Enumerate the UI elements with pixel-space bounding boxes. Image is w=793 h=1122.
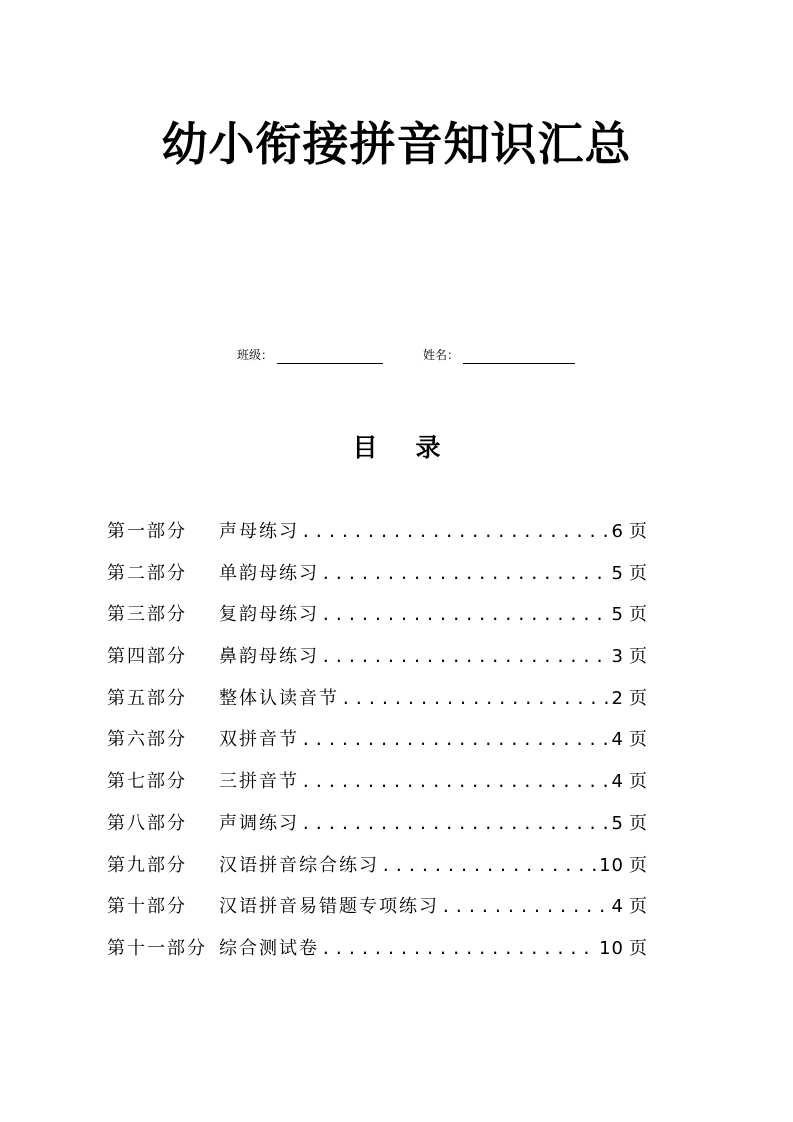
name-field[interactable] bbox=[423, 346, 575, 364]
toc-item[interactable] bbox=[107, 639, 647, 681]
toc-leader-dots bbox=[301, 514, 610, 550]
toc-item[interactable] bbox=[107, 514, 647, 556]
toc-part-label: 第五部分 bbox=[107, 687, 187, 709]
toc-page-unit: 页 bbox=[629, 937, 647, 959]
toc-title: 汉语拼音综合练习 bbox=[219, 854, 379, 876]
toc-leader-dots bbox=[301, 764, 610, 800]
toc-leader-dots bbox=[441, 889, 610, 925]
toc-item[interactable] bbox=[107, 806, 647, 848]
toc-title: 汉语拼音易错题专项练习 bbox=[219, 896, 439, 918]
class-field[interactable] bbox=[237, 346, 383, 364]
toc-item[interactable] bbox=[107, 764, 647, 806]
toc-page-number: 4 bbox=[611, 896, 624, 918]
class-label: 班级： bbox=[237, 348, 274, 362]
toc-part-label: 第八部分 bbox=[107, 812, 187, 834]
toc-page-unit: 页 bbox=[629, 729, 647, 751]
toc-item[interactable] bbox=[107, 597, 647, 639]
toc-page-unit: 页 bbox=[629, 812, 647, 834]
toc-part-label: 第三部分 bbox=[107, 604, 187, 626]
toc-page-unit: 页 bbox=[629, 604, 647, 626]
toc-item[interactable] bbox=[107, 681, 647, 723]
toc-title: 双拼音节 bbox=[219, 729, 299, 751]
toc-item[interactable] bbox=[107, 556, 647, 598]
toc-leader-dots bbox=[301, 722, 610, 758]
name-label: 姓名： bbox=[423, 348, 460, 362]
toc-page-number: 5 bbox=[611, 604, 624, 626]
toc-item[interactable] bbox=[107, 931, 647, 973]
toc-page-unit: 页 bbox=[629, 562, 647, 584]
toc-title: 鼻韵母练习 bbox=[219, 646, 319, 668]
toc-page-unit: 页 bbox=[629, 687, 647, 709]
toc-part-label: 第十一部分 bbox=[107, 937, 207, 959]
toc-page-number: 3 bbox=[611, 646, 624, 668]
toc-title: 综合测试卷 bbox=[219, 937, 319, 959]
toc-page-number: 6 bbox=[611, 521, 624, 542]
document-title: 幼小衔接拼音知识汇总 bbox=[161, 117, 632, 171]
toc-leader-dots bbox=[321, 931, 597, 967]
toc-title: 三拼音节 bbox=[219, 771, 299, 793]
toc-page-number: 5 bbox=[611, 562, 624, 584]
toc-leader-dots bbox=[301, 806, 610, 842]
toc-item[interactable] bbox=[107, 722, 647, 764]
toc-title: 整体认读音节 bbox=[219, 687, 339, 709]
toc-part-label: 第十部分 bbox=[107, 896, 187, 918]
class-blank-line[interactable] bbox=[277, 347, 383, 364]
toc-part-label: 第二部分 bbox=[107, 562, 187, 584]
toc-part-label: 第七部分 bbox=[107, 771, 187, 793]
toc-page-unit: 页 bbox=[629, 646, 647, 668]
toc-leader-dots bbox=[321, 556, 610, 592]
toc-leader-dots bbox=[321, 597, 610, 633]
toc-leader-dots bbox=[341, 681, 610, 717]
toc-item[interactable] bbox=[107, 889, 647, 931]
name-blank-line[interactable] bbox=[463, 347, 575, 364]
toc-page-number: 2 bbox=[611, 687, 624, 709]
toc-list bbox=[107, 514, 647, 973]
toc-page-number: 10 bbox=[599, 937, 624, 959]
toc-title: 声母练习 bbox=[219, 521, 299, 542]
toc-item[interactable] bbox=[107, 848, 647, 890]
toc-part-label: 第九部分 bbox=[107, 854, 187, 876]
toc-page-number: 4 bbox=[611, 771, 624, 793]
toc-part-label: 第六部分 bbox=[107, 729, 187, 751]
toc-page-unit: 页 bbox=[629, 771, 647, 793]
toc-page-number: 4 bbox=[611, 729, 624, 751]
toc-page-unit: 页 bbox=[629, 854, 647, 876]
toc-part-label: 第一部分 bbox=[107, 521, 187, 542]
toc-page-number: 10 bbox=[599, 854, 624, 876]
toc-title: 复韵母练习 bbox=[219, 604, 319, 626]
toc-title: 声调练习 bbox=[219, 812, 299, 834]
toc-leader-dots bbox=[321, 639, 610, 675]
student-info-row bbox=[0, 346, 793, 366]
toc-leader-dots bbox=[381, 848, 597, 884]
toc-page-unit: 页 bbox=[629, 521, 647, 542]
toc-heading: 目录 bbox=[352, 433, 479, 462]
toc-page-number: 5 bbox=[611, 812, 624, 834]
toc-title: 单韵母练习 bbox=[219, 562, 319, 584]
toc-part-label: 第四部分 bbox=[107, 646, 187, 668]
toc-page-unit: 页 bbox=[629, 896, 647, 918]
